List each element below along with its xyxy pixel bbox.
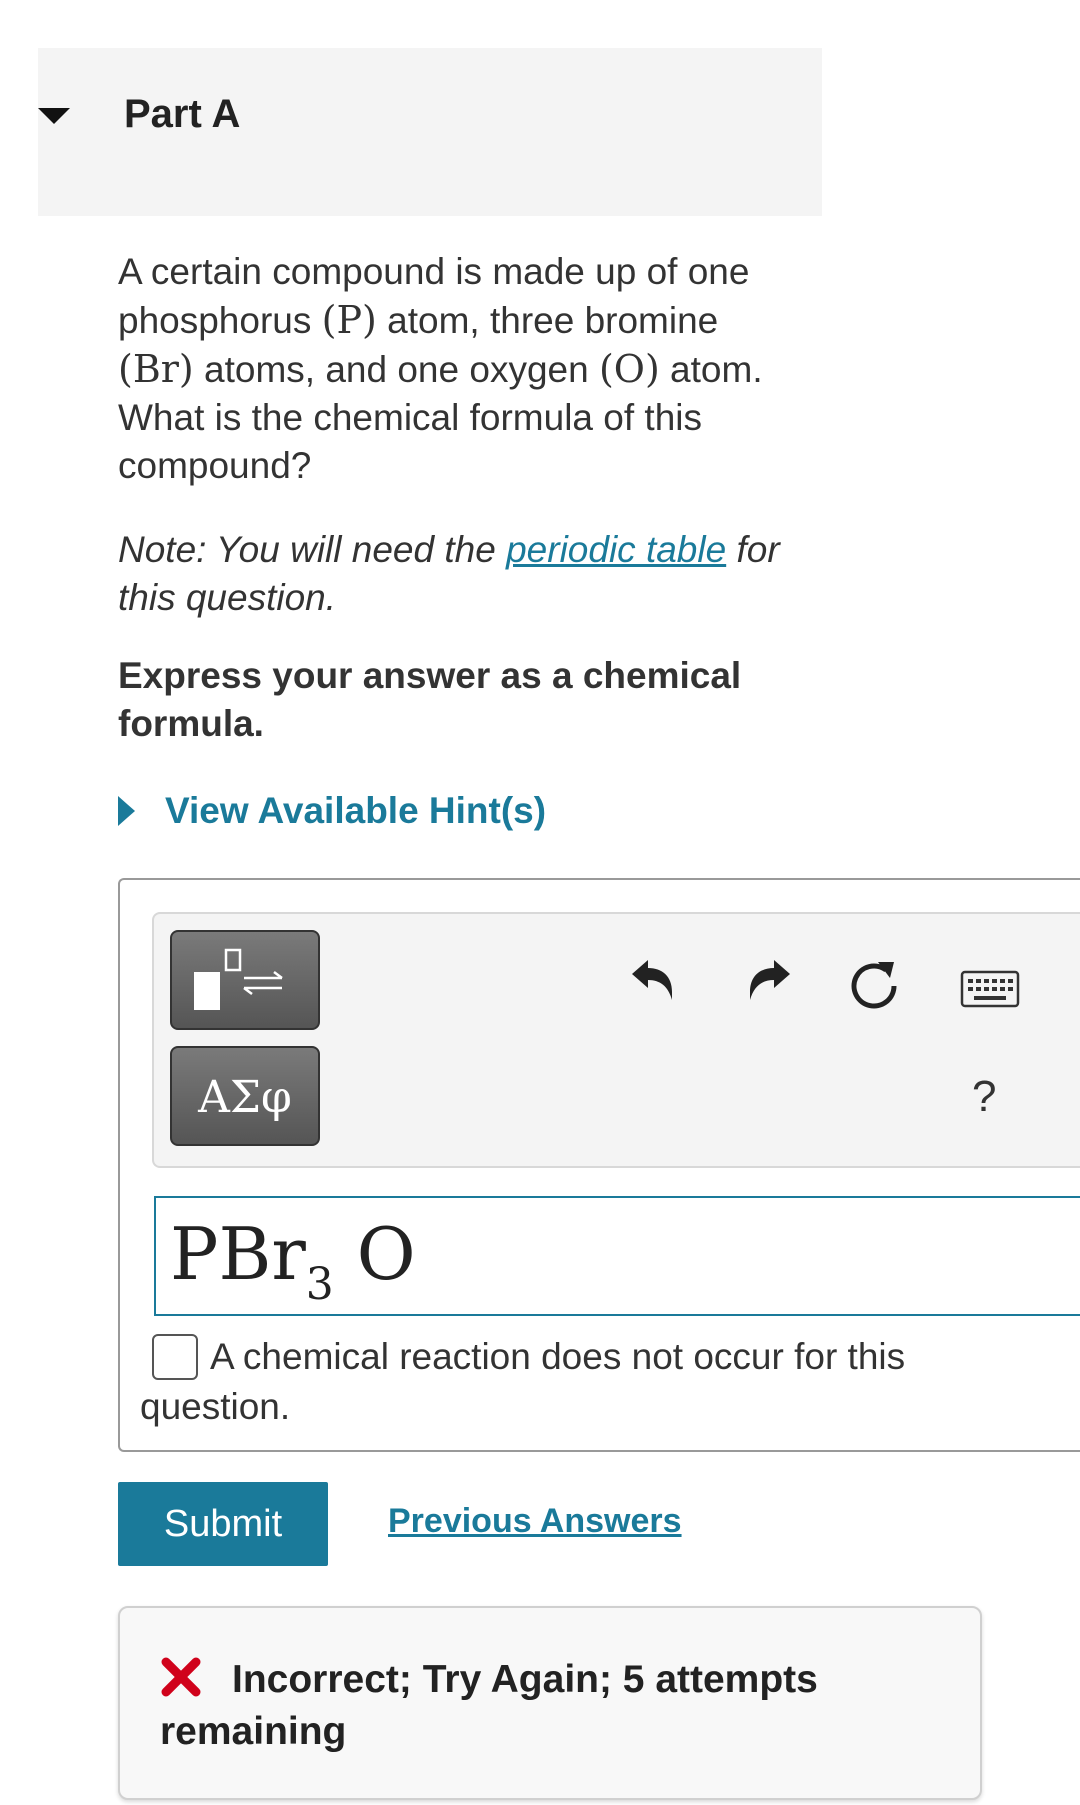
formula-value [170,1212,416,1310]
feedback-panel [118,1606,982,1800]
answer-instruction: Express your answer as a chemical formula. [118,655,742,744]
formula-answer-input[interactable] [154,1196,1080,1316]
help-button[interactable]: ? [972,1072,997,1121]
undo-icon[interactable] [628,956,678,1006]
formula-main: PBr [170,1212,306,1296]
part-title: Part A [124,92,241,136]
feedback-message-row [160,1654,960,1758]
collapse-triangle-icon[interactable] [38,108,70,124]
symbols-button[interactable] [170,1046,320,1146]
templates-icon [172,932,322,1032]
symbols-label: AΣφ [198,1072,292,1123]
view-hints-toggle[interactable] [118,790,546,832]
oxygen-symbol: (O) [598,347,660,391]
note-text [118,526,818,622]
error-x-icon [160,1656,202,1698]
templates-button[interactable] [170,930,320,1030]
expand-triangle-icon [118,796,135,826]
no-reaction-label: A chemical reaction does not occur for this question. [140,1336,906,1427]
view-hints-label: View Available Hint(s) [165,790,547,831]
periodic-table-link[interactable]: periodic table [506,529,727,570]
question-segment: atoms, and one oxygen [193,349,599,390]
question-text [118,248,798,490]
keyboard-icon[interactable] [960,970,1020,1010]
note-suffix: for this question. [118,529,780,618]
formula-subscript: 3 [305,1259,334,1310]
formula-tail: O [356,1212,416,1296]
redo-icon[interactable] [744,956,794,1006]
no-reaction-checkbox[interactable] [152,1334,198,1380]
question-segment: A certain compound is made up of one phosphorus [118,251,750,341]
question-segment: atom, three bromine [376,300,719,341]
phosphorus-symbol: (P) [321,298,377,342]
feedback-message: Incorrect; Try Again; 5 attempts remaining [160,1658,818,1753]
note-prefix: Note: You will need the [118,529,507,570]
bromine-symbol: (Br) [118,347,194,391]
previous-answers-link[interactable]: Previous Answers [388,1502,682,1540]
submit-button[interactable]: Submit [118,1482,328,1566]
reset-icon[interactable] [848,958,900,1010]
question-segment: atom. What is the chemical formula of this compound? [118,349,763,486]
